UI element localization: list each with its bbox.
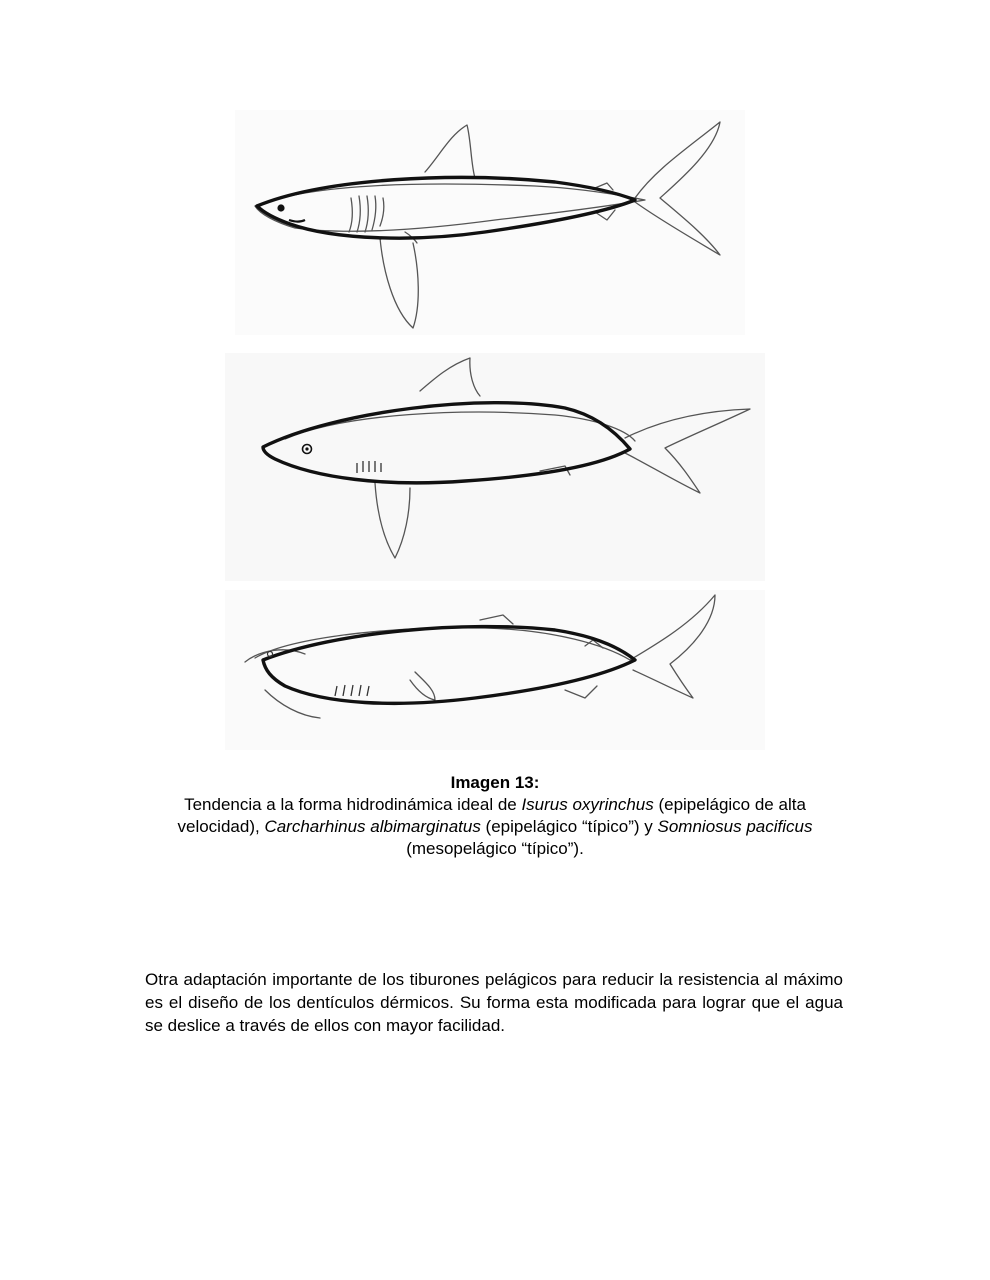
caption-part: Tendencia a la forma hidrodinámica ideal de xyxy=(184,795,522,814)
caption-part: (epipelágico “típico”) y xyxy=(480,817,658,836)
species-name: Carcharhinus albimarginatus xyxy=(264,817,481,836)
pacific-sleeper-shark-drawing xyxy=(225,590,765,750)
shortfin-mako-drawing xyxy=(235,110,745,335)
caption-part: (mesopelágico “típico”). xyxy=(406,839,584,858)
caption-title: Imagen 13: xyxy=(450,773,540,792)
silvertip-shark-drawing xyxy=(225,353,765,581)
species-name: Isurus oxyrinchus xyxy=(521,795,654,814)
species-name: Somniosus pacificus xyxy=(657,817,813,836)
body-paragraph: Otra adaptación importante de los tiburones pelágicos para reducir la resistencia al máximo es el diseño de los dentículos dérmicos. Su forma esta modificada para lograr que el agua se deslice a través de ellos con mayor facilidad. xyxy=(145,970,843,1035)
figure-caption xyxy=(145,772,845,860)
shark-shape-figure xyxy=(225,110,765,750)
caption-part: (epipelágico de alta velocidad), xyxy=(177,795,806,836)
caption-text xyxy=(145,794,845,860)
